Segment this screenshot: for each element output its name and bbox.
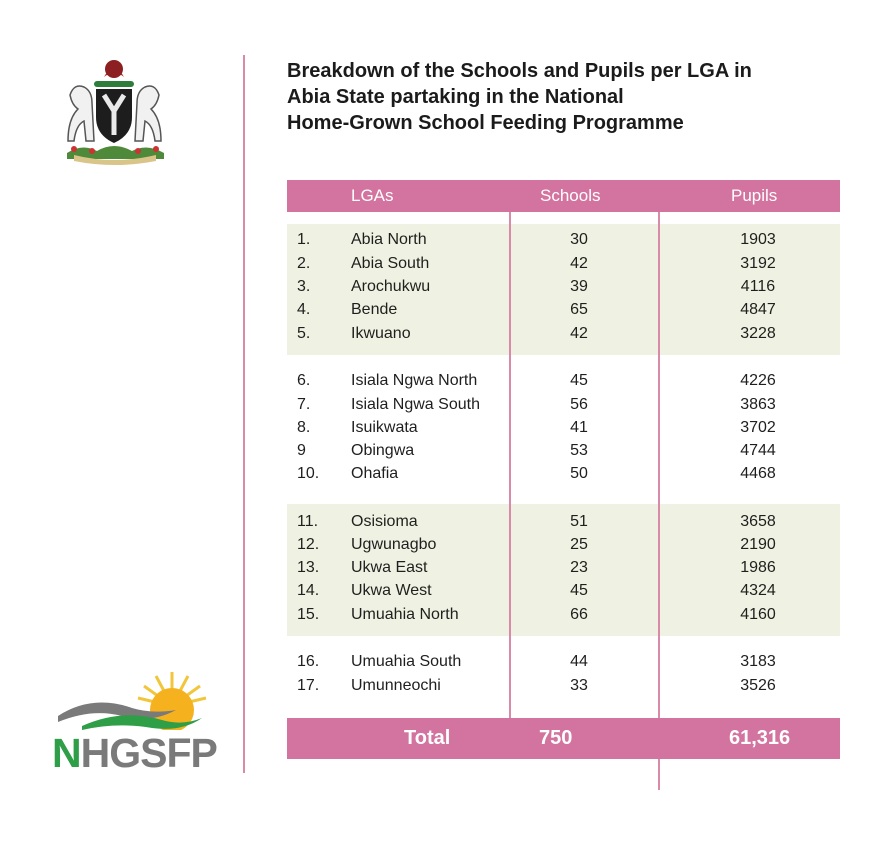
row-schools: 45 [570,372,588,389]
row-pupils: 3658 [740,513,776,530]
row-lga: Abia South [351,255,430,272]
total-label: Total [404,727,451,749]
row-pupils: 3183 [740,653,776,670]
row-pupils: 4160 [740,606,776,623]
vertical-divider [243,55,245,773]
row-lga: Bende [351,301,398,318]
table-row [287,252,840,275]
row-number: 16. [297,653,320,670]
logo-wordmark-rest: HGSFP [80,730,217,776]
row-schools: 53 [570,442,588,459]
table-row [287,439,840,462]
row-number: 14. [297,582,320,599]
row-number: 7. [297,396,311,413]
table-row [287,533,840,556]
row-lga: Isiala Ngwa North [351,372,478,389]
row-schools: 42 [570,255,588,272]
table-row [287,322,840,345]
row-number: 2. [297,255,311,272]
row-lga: Ukwa West [351,582,432,599]
header-pupils: Pupils [731,186,778,205]
page-title [287,58,857,136]
table-row [287,275,840,298]
row-schools: 45 [570,582,588,599]
row-number: 11. [297,513,319,530]
row-pupils: 3702 [740,419,776,436]
row-lga: Umuahia South [351,653,462,670]
title-line: Breakdown of the Schools and Pupils per LGA in [287,60,752,82]
table-row [287,393,840,416]
row-number: 4. [297,301,311,318]
table-row [287,556,840,579]
table-header [287,180,840,212]
row-number: 13. [297,559,320,576]
row-schools: 41 [570,419,588,436]
table-row [287,298,840,321]
row-lga: Obingwa [351,442,415,459]
row-number: 8. [297,419,311,436]
row-number: 1. [297,231,311,248]
row-schools: 56 [570,396,588,413]
row-pupils: 4744 [740,442,776,459]
table-row [287,228,840,251]
row-lga: Isiala Ngwa South [351,396,480,413]
row-number: 6. [297,372,311,389]
sun-logo-icon [52,668,212,730]
row-pupils: 4226 [740,372,776,389]
logo-wordmark-initial: N [52,730,81,776]
row-lga: Ikwuano [351,325,411,342]
total-schools: 750 [539,727,573,749]
row-lga: Arochukwu [351,278,431,295]
title-line: Abia State partaking in the National [287,86,624,108]
logo-wordmark [52,730,217,776]
row-lga: Abia North [351,231,427,248]
row-number: 3. [297,278,311,295]
row-number: 17. [297,677,320,694]
row-schools: 65 [570,301,588,318]
row-number: 10. [297,465,320,482]
row-lga: Umuahia North [351,606,459,623]
row-pupils: 3863 [740,396,776,413]
row-lga: Ugwunagbo [351,536,437,553]
nhgsfp-logo [52,668,217,776]
header-lga: LGAs [351,186,394,205]
row-schools: 51 [570,513,588,530]
table-row [287,416,840,439]
title-line: Home-Grown School Feeding Programme [287,112,684,134]
table-row [287,674,840,697]
row-schools: 50 [570,465,588,482]
row-pupils: 1986 [740,559,776,576]
table-row [287,650,840,673]
row-number: 12. [297,536,320,553]
row-schools: 42 [570,325,588,342]
header-schools: Schools [540,186,601,205]
row-number: 5. [297,325,311,342]
table-row [287,369,840,392]
table-row [287,510,840,533]
row-number: 9 [297,442,306,459]
row-pupils: 1903 [740,231,776,248]
row-schools: 44 [570,653,588,670]
row-lga: Isuikwata [351,419,418,436]
row-pupils: 3228 [740,325,776,342]
row-schools: 23 [570,559,588,576]
row-pupils: 4468 [740,465,776,482]
row-schools: 33 [570,677,588,694]
row-schools: 39 [570,278,588,295]
row-pupils: 4116 [740,278,776,295]
row-lga: Ukwa East [351,559,428,576]
row-lga: Umunneochi [351,677,441,694]
row-pupils: 2190 [740,536,776,553]
row-pupils: 3526 [740,677,776,694]
table-row [287,603,840,626]
row-lga: Osisioma [351,513,418,530]
row-pupils: 3192 [740,255,776,272]
row-schools: 66 [570,606,588,623]
row-pupils: 4324 [740,582,776,599]
table-row [287,462,840,485]
total-row [287,718,840,759]
table-row [287,579,840,602]
row-schools: 25 [570,536,588,553]
row-schools: 30 [570,231,588,248]
row-lga: Ohafia [351,465,399,482]
total-pupils: 61,316 [729,727,791,749]
row-pupils: 4847 [740,301,776,318]
coat-of-arms-icon [52,55,177,165]
row-number: 15. [297,606,320,623]
